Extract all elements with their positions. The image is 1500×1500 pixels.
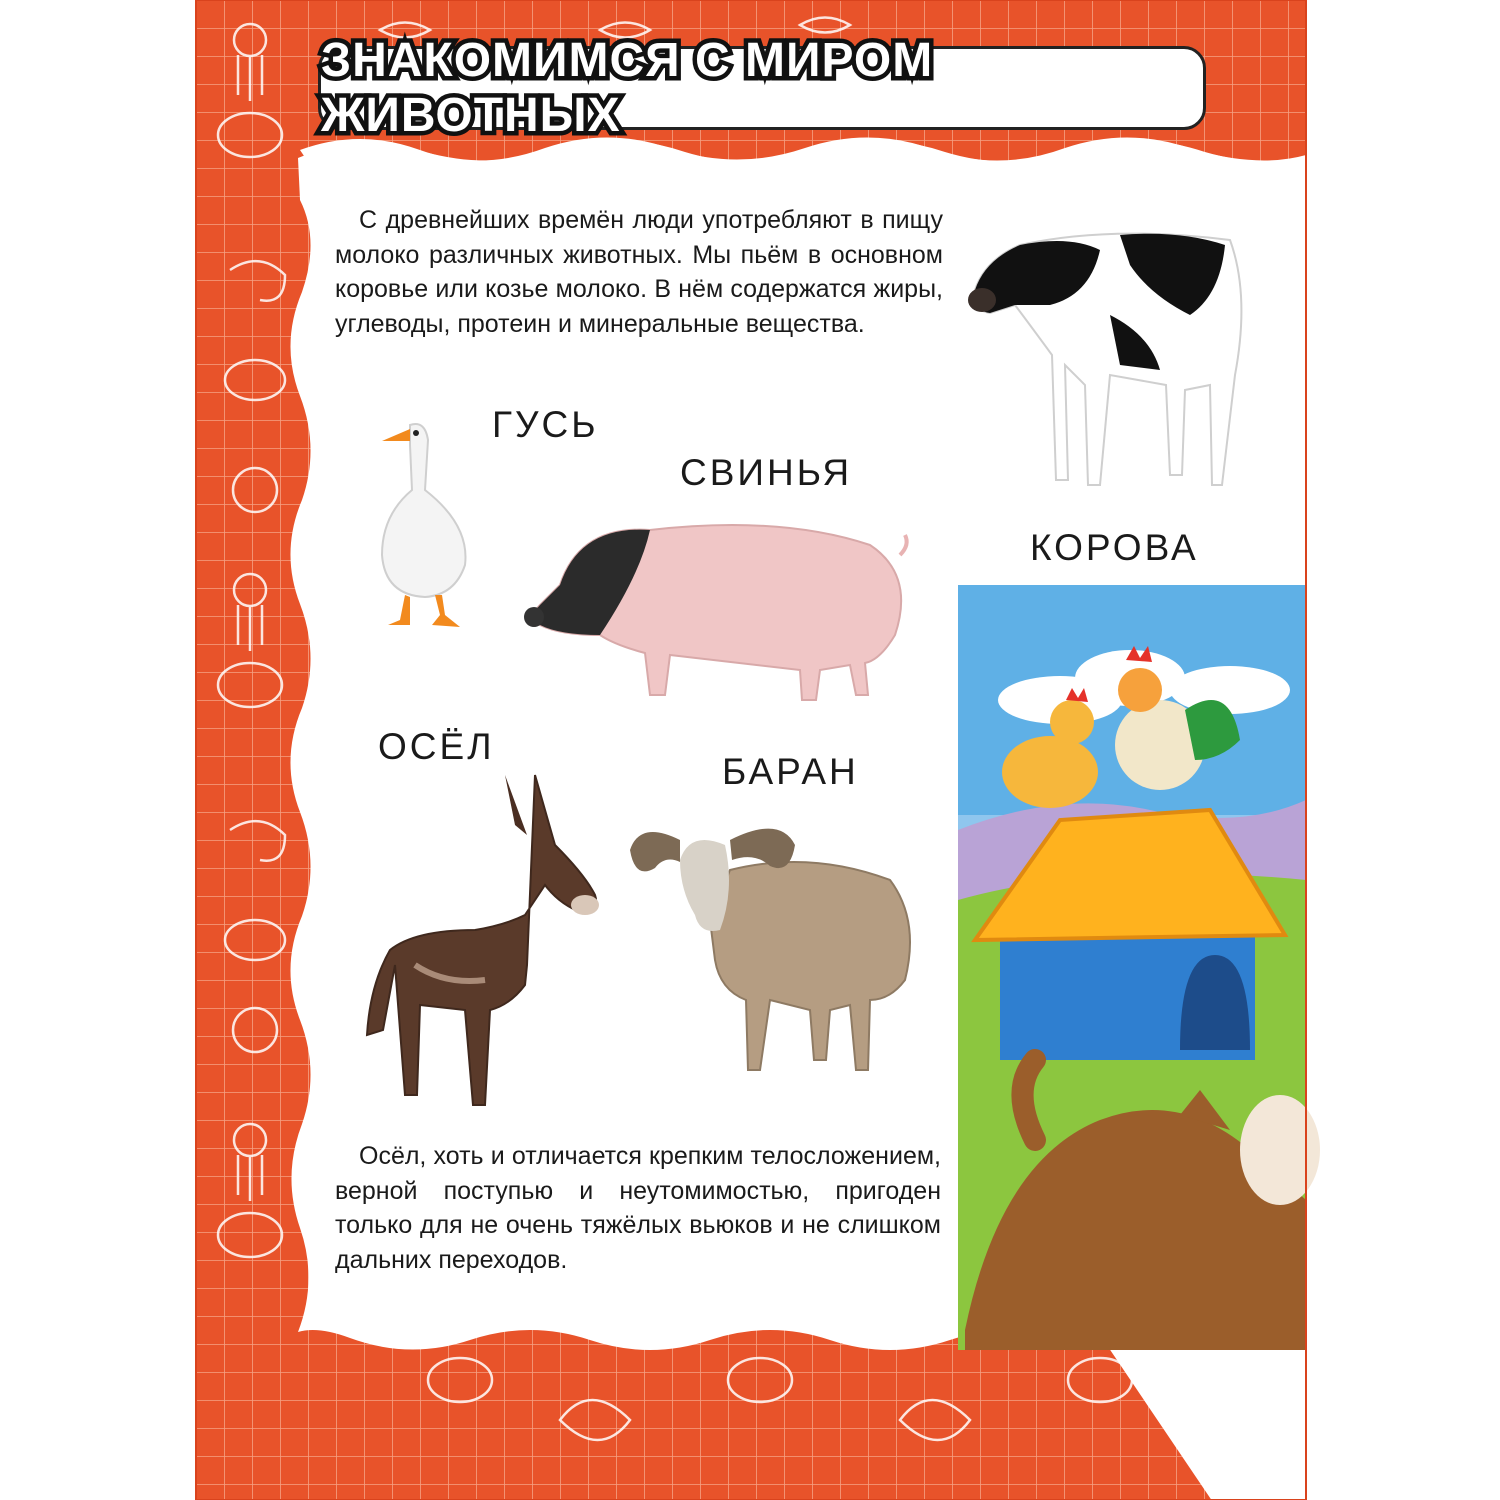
donkey-paragraph: Осёл, хоть и отличается крепким телосложением, верной поступью и неутомимостью, пригоден только для не очень тяжёлых вьюков и не слишком дальних переходов.: [335, 1142, 941, 1274]
pig-image: [520, 495, 915, 710]
animal-label-cow: КОРОВА: [1030, 527, 1199, 568]
donkey-text: [335, 1139, 941, 1277]
intro-paragraph: С древнейших времён люди употребляют в пищу молоко различных животных. Мы пьём в основном коровье или козье молоко. В нём содержатся жиры, углеводы, протеин и минеральные вещества.: [335, 206, 943, 338]
goose-image: [370, 415, 480, 630]
animal-label-donkey: ОСЁЛ: [378, 726, 495, 767]
page-title-banner: [318, 34, 1206, 142]
cow-image: [960, 205, 1250, 500]
ram-image: [620, 800, 920, 1085]
page-title: ЗНАКОМИМСЯ С МИРОМ ЖИВОТНЫХ: [321, 34, 934, 142]
intro-text: [335, 203, 943, 341]
animal-label-pig: СВИНЬЯ: [680, 452, 853, 493]
donkey-image: [355, 765, 615, 1125]
animal-label-ram: БАРАН: [722, 751, 859, 792]
animal-label-goose: ГУСЬ: [492, 404, 599, 445]
